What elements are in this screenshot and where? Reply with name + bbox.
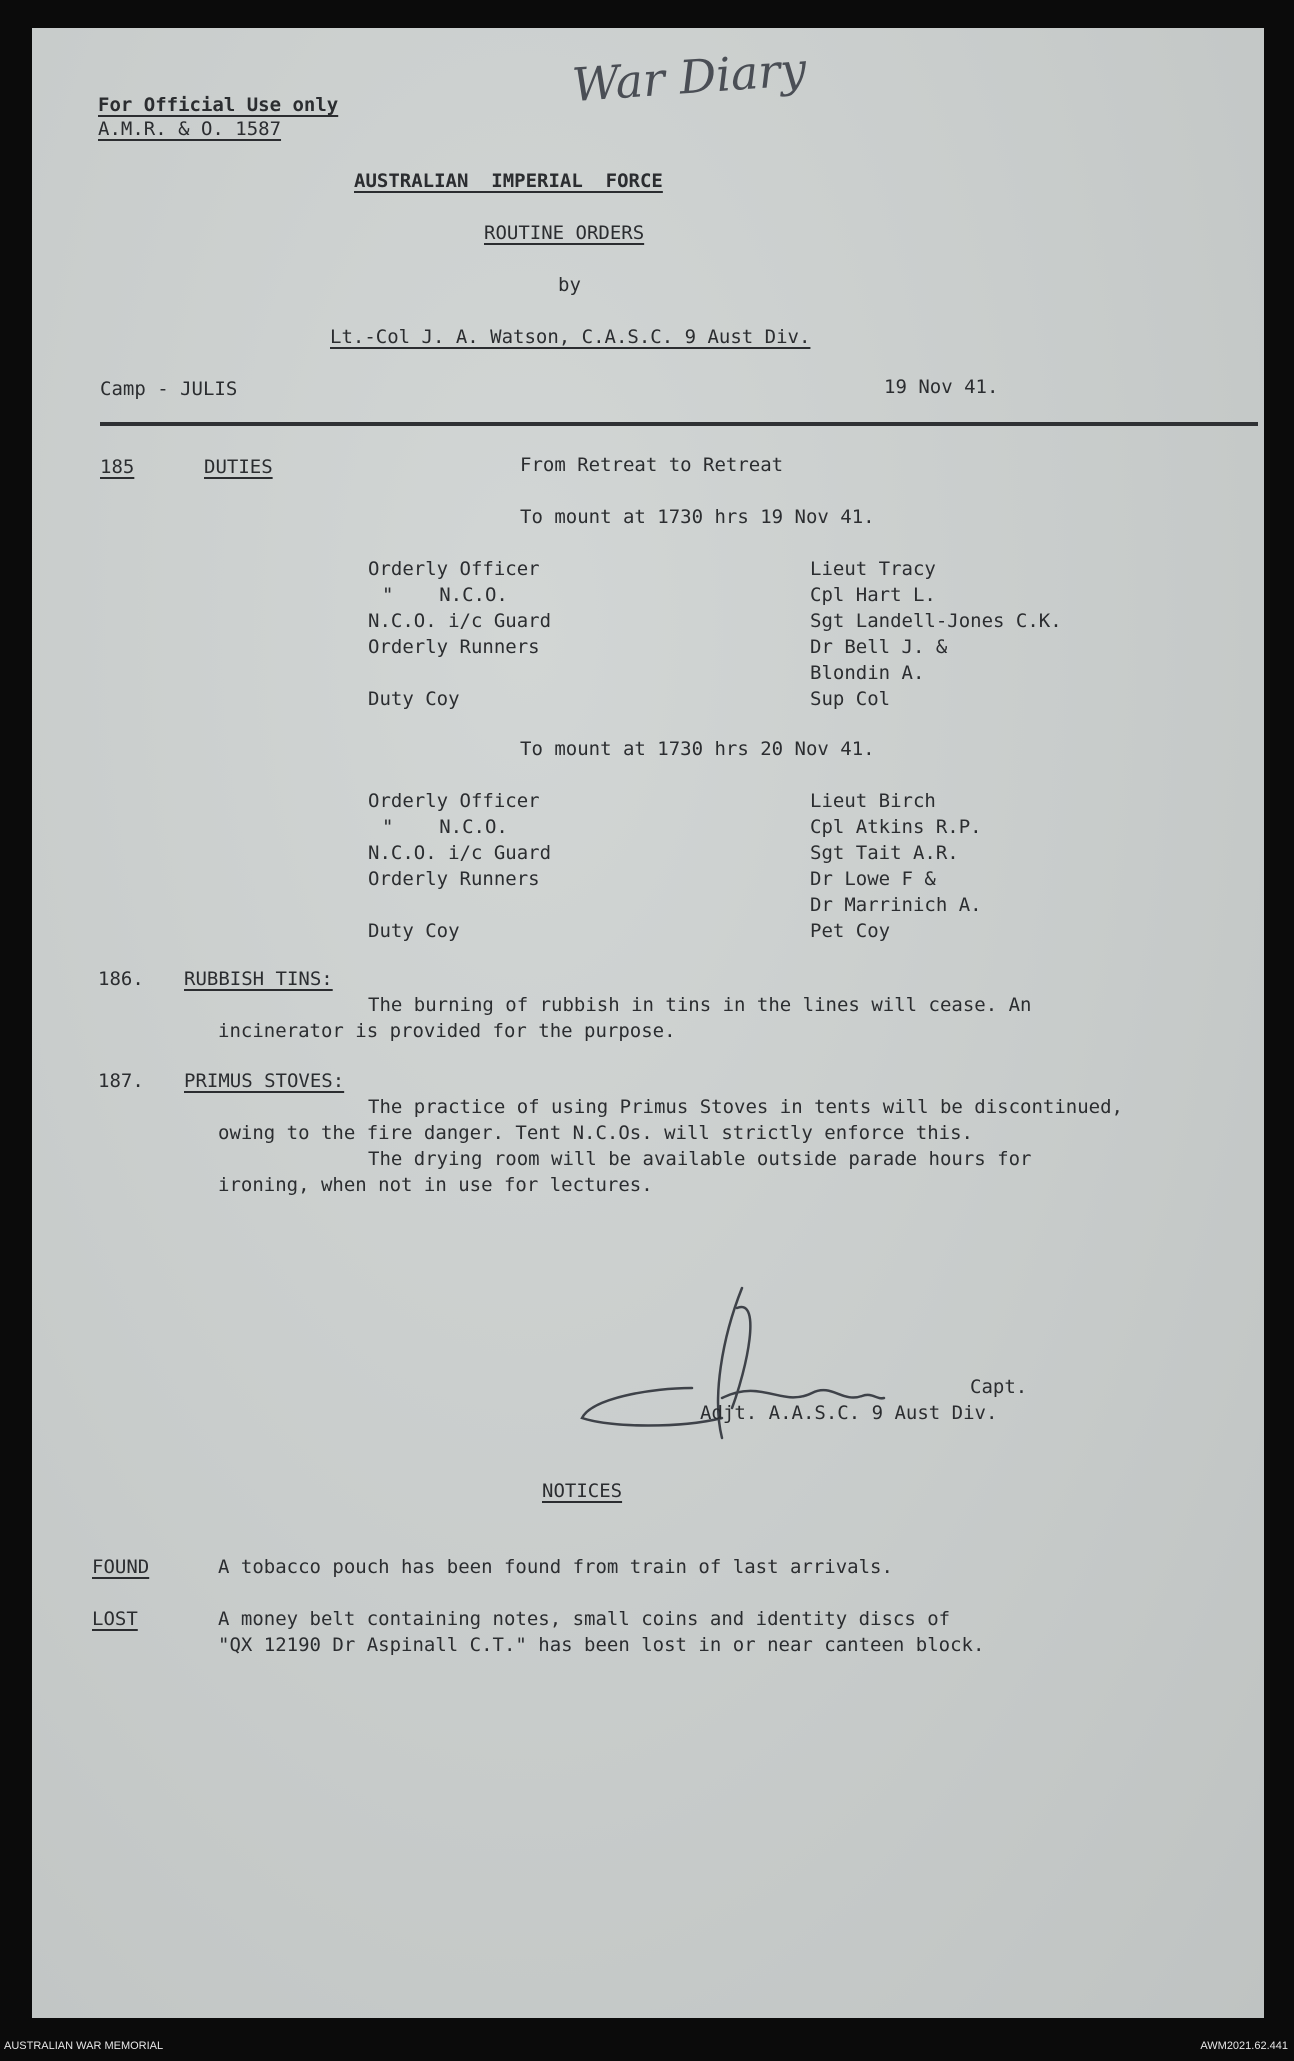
roster-1-mount: To mount at 1730 hrs 19 Nov 41. xyxy=(520,506,875,528)
roster-role: N.C.O. i/c Guard xyxy=(368,610,552,632)
duties-number: 185 xyxy=(100,456,135,478)
roster-name: Cpl Atkins R.P. xyxy=(810,816,982,838)
roster-name: Dr Lowe F & xyxy=(810,868,936,890)
roster-role: N.C.O. i/c Guard xyxy=(368,842,552,864)
item-186-line: incinerator is provided for the purpose. xyxy=(218,1020,676,1042)
item-186-number: 186. xyxy=(98,968,144,990)
official-use-label: For Official Use only xyxy=(98,94,339,116)
lost-line: "QX 12190 Dr Aspinall C.T." has been lost in or near canteen block. xyxy=(218,1634,985,1656)
roster-role: Orderly Officer xyxy=(368,790,540,812)
item-187-line: owing to the fire danger. Tent N.C.Os. will strictly enforce this. xyxy=(218,1122,973,1144)
roster-name: Dr Marrinich A. xyxy=(810,894,982,916)
signature-rank: Capt. xyxy=(970,1376,1028,1398)
camp-label: Camp - JULIS xyxy=(100,378,238,400)
duties-period: From Retreat to Retreat xyxy=(520,454,784,476)
handwritten-note: War Diary xyxy=(570,41,808,113)
roster-name: Lieut Tracy xyxy=(810,558,936,580)
footer-left: AUSTRALIAN WAR MEMORIAL xyxy=(4,2040,164,2052)
roster-name: Cpl Hart L. xyxy=(810,584,936,606)
item-186-title: RUBBISH TINS: xyxy=(184,968,333,990)
by-label: by xyxy=(558,274,581,296)
footer-right: AWM2021.62.441 xyxy=(1200,2040,1288,2052)
orders-heading: ROUTINE ORDERS xyxy=(484,222,645,244)
found-label: FOUND xyxy=(92,1556,150,1578)
roster-name: Dr Bell J. & xyxy=(810,636,948,658)
issuer-heading: Lt.-Col J. A. Watson, C.A.S.C. 9 Aust Div. xyxy=(330,326,811,348)
roster-role: " N.C.O. xyxy=(382,584,508,606)
roster-name: Lieut Birch xyxy=(810,790,936,812)
roster-role: Orderly Officer xyxy=(368,558,540,580)
duties-title: DUTIES xyxy=(204,456,273,478)
item-187-title: PRIMUS STOVES: xyxy=(184,1070,345,1092)
roster-name: Blondin A. xyxy=(810,662,925,684)
document-page xyxy=(32,28,1264,2018)
roster-role: Duty Coy xyxy=(368,920,460,942)
roster-role: Orderly Runners xyxy=(368,868,540,890)
header-divider xyxy=(100,422,1258,426)
roster-name: Sgt Landell-Jones C.K. xyxy=(810,610,1062,632)
signature-appointment: Adjt. A.A.S.C. 9 Aust Div. xyxy=(700,1402,998,1424)
roster-role: Duty Coy xyxy=(368,688,460,710)
notices-title: NOTICES xyxy=(542,1480,623,1502)
found-text: A tobacco pouch has been found from train of last arrivals. xyxy=(218,1556,893,1578)
lost-label: LOST xyxy=(92,1608,138,1630)
item-187-line: ironing, when not in use for lectures. xyxy=(218,1174,653,1196)
roster-name: Pet Coy xyxy=(810,920,891,942)
roster-role: Orderly Runners xyxy=(368,636,540,658)
roster-name: Sgt Tait A.R. xyxy=(810,842,959,864)
item-187-number: 187. xyxy=(98,1070,144,1092)
lost-line: A money belt containing notes, small coins and identity discs of xyxy=(218,1608,951,1630)
order-date: 19 Nov 41. xyxy=(884,376,999,398)
item-187-line: The drying room will be available outside parade hours for xyxy=(368,1148,1032,1170)
force-heading: AUSTRALIAN IMPERIAL FORCE xyxy=(354,170,663,192)
item-186-line: The burning of rubbish in tins in the lines will cease. An xyxy=(368,994,1032,1016)
roster-name: Sup Col xyxy=(810,688,891,710)
item-187-line: The practice of using Primus Stoves in tents will be discontinued, xyxy=(368,1096,1123,1118)
form-reference: A.M.R. & O. 1587 xyxy=(98,118,282,140)
roster-role: " N.C.O. xyxy=(382,816,508,838)
roster-2-mount: To mount at 1730 hrs 20 Nov 41. xyxy=(520,738,875,760)
